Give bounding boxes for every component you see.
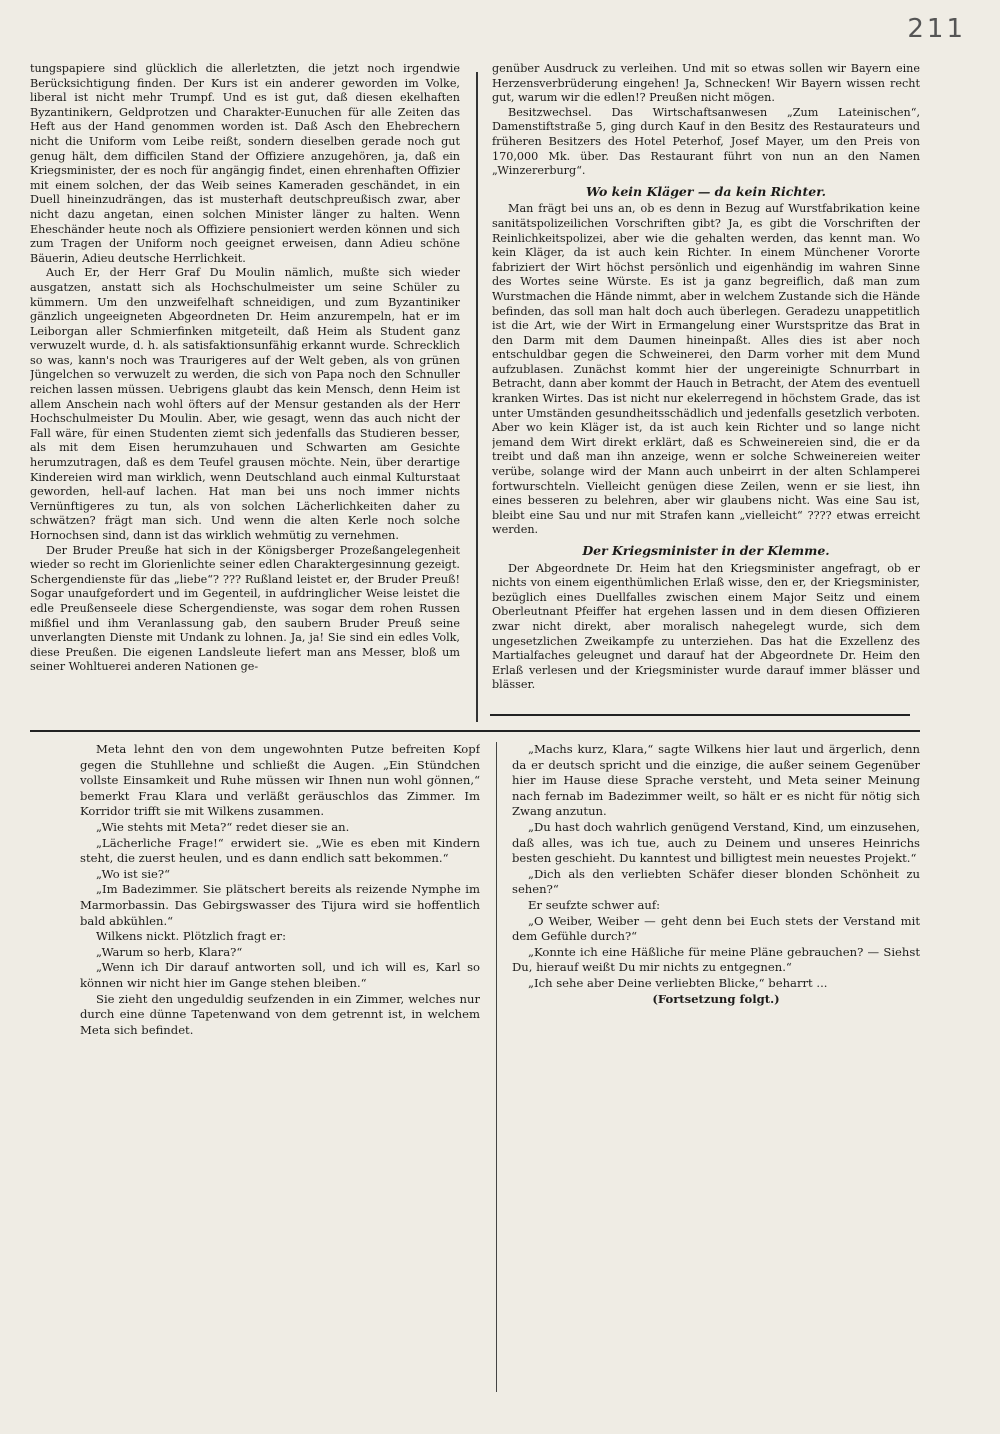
paragraph: Der Bruder Preuße hat sich in der Königsberger Prozeßangelegenheit wieder so recht im Glorienlichte seiner edlen Charaktergesinnung gezeigt. Schergendienste für das „liebe“? ??? Rußland leistet er, der Bruder Preuß! Sogar unaufgefordert und im Gegenteil, in aufdringlicher Weise leistet die edle Preußenseele diese Schergendienste, was sogar dem rohen Russen mißfiel und ihm Veranlassung gab, den saubern Bruder Preuß seine unverlangten Dienste mit Undank zu lohnen. Ja, ja! Sie sind ein edles Volk, diese Preußen. Die eigenen Landsleute liefert man ans Messer, bloß um seiner Wohltuerei anderen Nationen ge- [30,543,460,674]
column-divider [496,742,497,1392]
paragraph: genüber Ausdruck zu verleihen. Und mit so etwas sollen wir Bayern eine Herzensverbrüderung eingehen! Ja, Schnecken! Wir Bayern wissen recht gut, warum wir die edlen!? Preußen nicht mögen. [492,62,920,105]
paragraph: Meta lehnt den von dem ungewohnten Putze befreiten Kopf gegen die Stuhllehne und schließt die Augen. „Ein Stündchen vollste Einsamkeit und Ruhe müssen wir Ihnen nun wohl gönnen,“ bemerkt Frau Klara und verläßt geräuschlos das Zimmer. Im Korridor trifft sie mit Wilkens zusammen. [80,742,480,819]
paragraph: „Wie stehts mit Meta?“ redet dieser sie an. [96,819,350,834]
paragraph: tungspapiere sind glücklich die allerletzten, die jetzt noch irgendwie Berücksichtigung finden. Der Kurs ist ein anderer geworden im Volke, liberal ist nicht mehr Trumpf. Und es ist gut, daß diesen ekelhaften Byzantinikern, Geldprotzen und Charakter-Eunuchen für alle Zeiten das Heft aus der Hand genommen worden ist. Daß Asch den Ehebrechern nicht die Uniform vom Leibe reißt, sondern dieselben gerade noch gut genug hält, dem difficilen Stand der Offiziere anzugehören, ja, daß ein Kriegsminister, der es noch für angängig findet, einen ehrenhaften Offizier mit einem solchen, der das Weib seines Kameraden geschändet, in ein Duell hineinzudrängen, das ist musterhaft deutschpreußisch zwar, aber nicht dazu angetan, einen solchen Minister länger zu halten. Wenn Eheschänder heute noch als Offiziere pensioniert werden können und sich zum Tragen der Uniform noch geeignet erweisen, dann Adieu schöne Bäuerin, Adieu deutsche Herrlichkeit. [30,62,460,265]
paragraph: „O Weiber, Weiber — geht denn bei Euch stets der Verstand mit dem Gefühle durch?“ [512,913,920,944]
section-divider [30,730,920,732]
column-divider [476,72,478,722]
story-left-column [80,742,480,1422]
upper-section [30,62,920,722]
paragraph: „Lächerliche Frage!“ erwidert sie. „Wie es eben mit Kindern steht, die zuerst heulen, und es dann endlich satt bekommen.“ [80,835,480,866]
continued-notice: (Fortsetzung folgt.) [652,991,780,1006]
page-number: 211 [907,14,966,44]
paragraph: Er seufzte schwer auf: [528,897,661,912]
paragraph: „Wo ist sie?“ [96,866,171,881]
article-heading: Der Kriegsminister in der Klemme. [582,543,830,558]
paragraph: „Dich als den verliebten Schäfer dieser blonden Schönheit zu sehen?“ [512,866,920,897]
paragraph: „Machs kurz, Klara,“ sagte Wilkens hier laut und ärgerlich, denn da er deutsch spricht und die einzige, die außer seinem Gegenüber hier im Hause diese Sprache versteht, und Meta seiner Meinung nach fernab im Badezimmer weilt, so hält er es nicht für nötig sich Zwang anzutun. [512,742,920,819]
paragraph: „Du hast doch wahrlich genügend Verstand, Kind, um einzusehen, daß alles, was ich tue, auch zu Deinem und unseres Heinrichs besten geschieht. Du kanntest und billigtest mein neuestes Projekt.“ [512,819,920,866]
paragraph: Auch Er, der Herr Graf Du Moulin nämlich, mußte sich wieder ausgatzen, anstatt sich als Hochschulmeister um seine Schüler zu kümmern. Um den unzweifelhaft schneidigen, und zum Byzantiniker gänzlich ungeeigneten Abgeordneten Dr. Heim anzurempeln, hat er im Leiborgan aller Schmierfinken mitgeteilt, daß Heim als Student ganz verwuzelt wurde, d. h. als satisfaktionsunfähig erkannt wurde. Schrecklich so was, kann's noch was Traurigeres auf der Welt geben, als von grünen Jüngelchen so verwuzelt zu werden, die sich von Papa noch den Schnuller reichen lassen müssen. Uebrigens glaubt das kein Mensch, denn Heim ist allem Anschein nach wohl öfters auf der Mensur gestanden als der Herr Hochschulmeister Du Moulin. Aber, wie gesagt, wenn das auch nicht der Fall wäre, für einen Studenten ziemt sich jedenfalls das Studieren besser, als mit dem Eisen herumzuhauen und Schwarten am Gesichte herumzutragen, daß es dem Teufel grausen möchte. Nein, über derartige Kindereien wird man wirklich, wenn Deutschland auch einmal Kulturstaat geworden, hell-auf lachen. Hat man bei uns noch immer nichts Vernünftigeres zu tun, als von solchen Lächerlichkeiten daher zu schwätzen? frägt man sich. Und wenn die alten Kerle noch solche Hornochsen sind, dann ist das wirklich wehmütig zu vernehmen. [30,266,460,542]
paragraph: Der Abgeordnete Dr. Heim hat den Kriegsminister angefragt, ob er nichts von einem eigenthümlichen Erlaß wisse, den er, der Kriegsminister, bezüglich eines Duellfalles zwischen einem Major Seitz und einem Oberleutnant Pfeiffer hat ergehen lassen und in dem diesen Offizieren zwar nicht direkt, aber moralisch nahegelegt wurde, sich dem ungesetzlichen Zweikampfe zu unterziehen. Das hat die Exzellenz des Martialfaches geleugnet und darauf hat der Abgeordnete Dr. Heim den Erlaß verlesen und der Kriegsminister wurde darauf immer blässer und blässer. [492,561,920,692]
left-column [30,62,460,722]
paragraph: Man frägt bei uns an, ob es denn in Bezug auf Wurstfabrikation keine sanitätspolizeilichen Vorschriften gibt? Ja, es gibt die Vorschriften der Reinlichkeitspolizei, aber wie die gehalten werden, das kennt man. Wo kein Kläger, da ist auch kein Richter. In einem Münchener Vororte fabriziert der Wirt höchst persönlich und eigenhändig im wahren Sinne des Wortes seine Würste. Es ist ja ganz begreiflich, daß man zum Wurstmachen die Hände nimmt, aber in welchem Zustande sich die Hände befinden, das soll man halt doch auch überlegen. Geradezu unappetitlich ist die Art, wie der Wirt in Ermangelung einer Wurstspritze das Brat in den Darm mit dem Daumen hineinpaßt. Alles dies ist aber noch entschuldbar gegen die Schweinerei, den Darm vorher mit dem Mund aufzublasen. Zunächst kommt hier der ungereinigte Schnurrbart in Betracht, dann aber kommt der Hauch in Betracht, der Atem des eventuell kranken Wirtes. Das ist nicht nur ekelerregend in höchstem Grade, das ist unter Umständen gesundheitsschädlich und jedenfalls gesetzlich verboten. Aber wo kein Kläger ist, da ist auch kein Richter und so lange nicht jemand dem Wirt direkt erklärt, daß es Schweinereien sind, die er da treibt und daß man ihn anzeige, wenn er solche Schweinereien weiter verübe, solange wird der Mann auch unbeirrt in der alten Schlamperei fortwurschteln. Vielleicht genügen diese Zeilen, wenn er sie liest, ihn eines besseren zu belehren, aber wir glaubens nicht. Was eine Sau ist, bleibt eine Sau und nur mit Strafen kann „vielleicht“ ???? etwas erreicht werden. [492,202,920,537]
serial-story-section [80,742,920,1422]
article-end-rule [490,714,910,716]
story-right-column [512,742,920,1422]
right-column [492,62,920,722]
paragraph: Sie zieht den ungeduldig seufzenden in ein Zimmer, welches nur durch eine dünne Tapetenwand von dem getrennt ist, in welchem Meta sich befindet. [80,991,480,1037]
paragraph: „Im Badezimmer. Sie plätschert bereits als reizende Nymphe im Marmorbassin. Das Gebirgswasser des Tijura wird sie hoffentlich bald abkühlen.“ [80,882,480,928]
paragraph: Besitzwechsel. Das Wirtschaftsanwesen „Zum Lateinischen“, Damenstiftstraße 5, ging durch Kauf in den Besitz des Restaurateurs und früheren Besitzers des Hotel Peterhof, Josef Mayer, um den Preis von 170,000 Mk. über. Das Restaurant führt von nun an den Namen „Winzererburg“. [492,105,920,178]
paragraph: „Warum so herb, Klara?“ [96,944,243,959]
paragraph: „Ich sehe aber Deine verliebten Blicke,“ beharrt ... [528,975,828,990]
paragraph: Wilkens nickt. Plötzlich fragt er: [96,929,286,944]
paragraph: „Konnte ich eine Häßliche für meine Pläne gebrauchen? — Siehst Du, hierauf weißt Du mir nichts zu entgegnen.“ [512,944,920,975]
paragraph: „Wenn ich Dir darauf antworten soll, und ich will es, Karl so können wir nicht hier im Gange stehen bleiben.“ [80,960,480,990]
article-heading: Wo kein Kläger — da kein Richter. [585,183,827,199]
